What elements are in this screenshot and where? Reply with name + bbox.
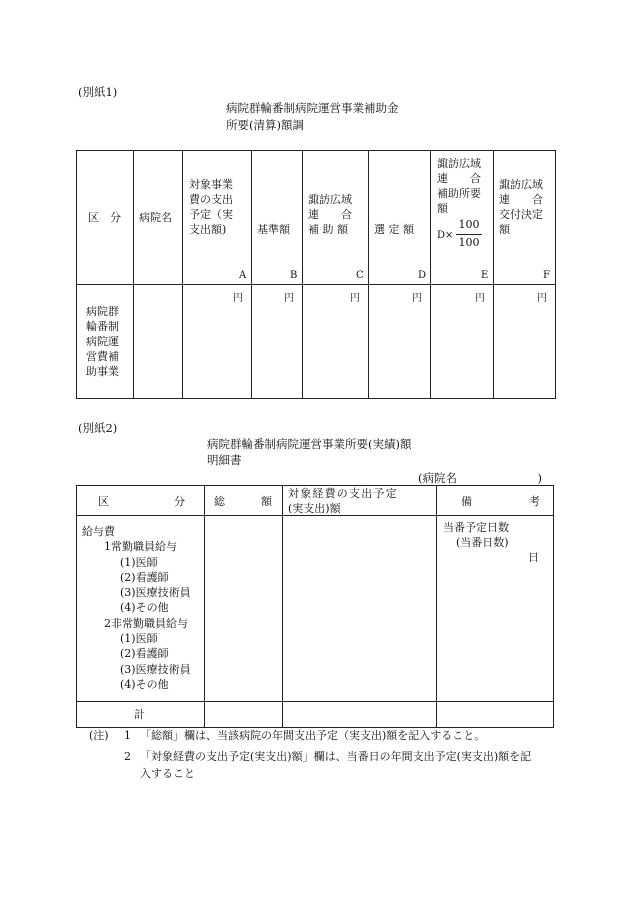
sheet2-label: (別紙2) [78,421,118,435]
header-remarks-left: 備 [461,495,472,508]
note-1-text: 「総額」欄は、当該病院の年間支出予定（実支出)額を記入すること。 [140,729,486,742]
note-2-text-line1: 「対象経費の支出予定(実支出)額」欄は、当番日の年間支出予定(実支出)額を記 [140,750,532,763]
header-target-cost-3: 予定（実 [189,208,233,221]
row-label-1: 病院群 [86,305,119,318]
list-item: (3)医療技術員 [120,662,191,676]
remarks-scheduled-days: 当番予定日数 [443,521,509,534]
column-letter-c: C [356,270,364,281]
header-total-left: 総 [214,495,225,508]
column-letter-b: B [290,270,298,281]
header-standard-amount: 基準額 [257,223,290,236]
list-item: (1)医師 [120,632,158,646]
formula-numerator: 100 [458,218,480,231]
header-total-right: 額 [261,495,272,508]
column-letter-e: E [481,270,489,281]
header-target-cost-2: 費の支出 [189,193,233,206]
row-label-5: 助事業 [86,365,119,378]
row-label-2: 輪番制 [86,320,119,333]
sheet1-title-line2: 所要(清算)額調 [226,118,304,132]
list-item: (4)その他 [120,677,169,691]
yen-unit-a: 円 [233,293,243,304]
header-target-expense-1: 対象経費の支出予定 [288,487,398,500]
header-kubun-right: 分 [174,495,185,508]
list-item: 2非常勤職員給与 [104,616,188,630]
formula-prefix: D× [437,230,454,241]
formula-denominator: 100 [458,236,480,249]
sheet2-title-line1: 病院群輪番制病院運営事業所要(実績)額 [207,437,412,451]
yen-unit-f: 円 [537,293,547,304]
header-required-grant-3: 補助所要 [437,187,481,200]
list-item: (1)医師 [120,555,158,569]
header-target-expense-2: (実支出)額 [288,502,341,515]
header-target-cost-4: 支出額) [189,223,227,236]
note-2-number: 2 [124,750,131,763]
sheet1-label: (別紙1) [78,85,118,99]
header-kubun: 区 分 [88,211,121,224]
note-2-text-line2: 入すること [140,767,195,780]
header-remarks-right: 考 [529,495,540,508]
list-item: 給与費 [82,525,115,538]
header-suwa-grant-1: 諏訪広域 [308,193,352,206]
expense-detail-table [76,485,554,728]
notes-prefix: (注) [89,729,109,742]
yen-unit-b: 円 [284,293,294,304]
header-target-cost-1: 対象事業 [189,178,233,191]
yen-unit-d: 円 [412,293,422,304]
header-grant-decision-2: 連 合 [499,193,543,206]
header-selected-amount: 選 定 額 [374,223,414,236]
note-1-number: 1 [124,729,131,742]
remarks-actual-days: (当番日数) [456,536,509,549]
list-item: (2)看護師 [120,647,169,661]
column-letter-a: A [239,270,247,281]
hospital-name-field: (病院名 ) [418,471,542,485]
header-suwa-grant-2: 連 合 [308,208,352,221]
expense-item-list [82,524,191,692]
list-item: (4)その他 [120,601,169,615]
yen-unit-e: 円 [475,293,485,304]
column-letter-d: D [418,270,427,281]
header-required-grant-2: 連 合 [437,172,481,185]
header-hospital-name: 病院名 [139,211,172,224]
list-item: 1常勤職員給与 [104,540,177,554]
row-label-3: 病院運 [86,335,119,348]
sheet2-title-line2: 明細書 [207,453,242,467]
list-item: (2)看護師 [120,570,169,584]
yen-unit-c: 円 [350,293,360,304]
total-row-label: 計 [134,708,145,721]
header-suwa-grant-3: 補 助 額 [308,223,348,236]
header-grant-decision-4: 額 [499,223,510,236]
budget-table [76,150,556,399]
row-label-4: 営費補 [86,350,119,363]
header-kubun-left: 区 [98,495,109,508]
list-item: (3)医療技術員 [120,586,191,600]
header-required-grant-4: 額 [437,202,448,215]
sheet1-title-line1: 病院群輪番制病院運営事業補助金 [226,101,399,115]
header-required-grant-1: 諏訪広域 [437,157,481,170]
fraction-bar [456,234,482,235]
column-letter-f: F [543,270,550,281]
header-grant-decision-3: 交付決定 [499,208,543,221]
header-grant-decision-1: 諏訪広域 [499,178,543,191]
remarks-day-unit: 日 [528,551,539,564]
